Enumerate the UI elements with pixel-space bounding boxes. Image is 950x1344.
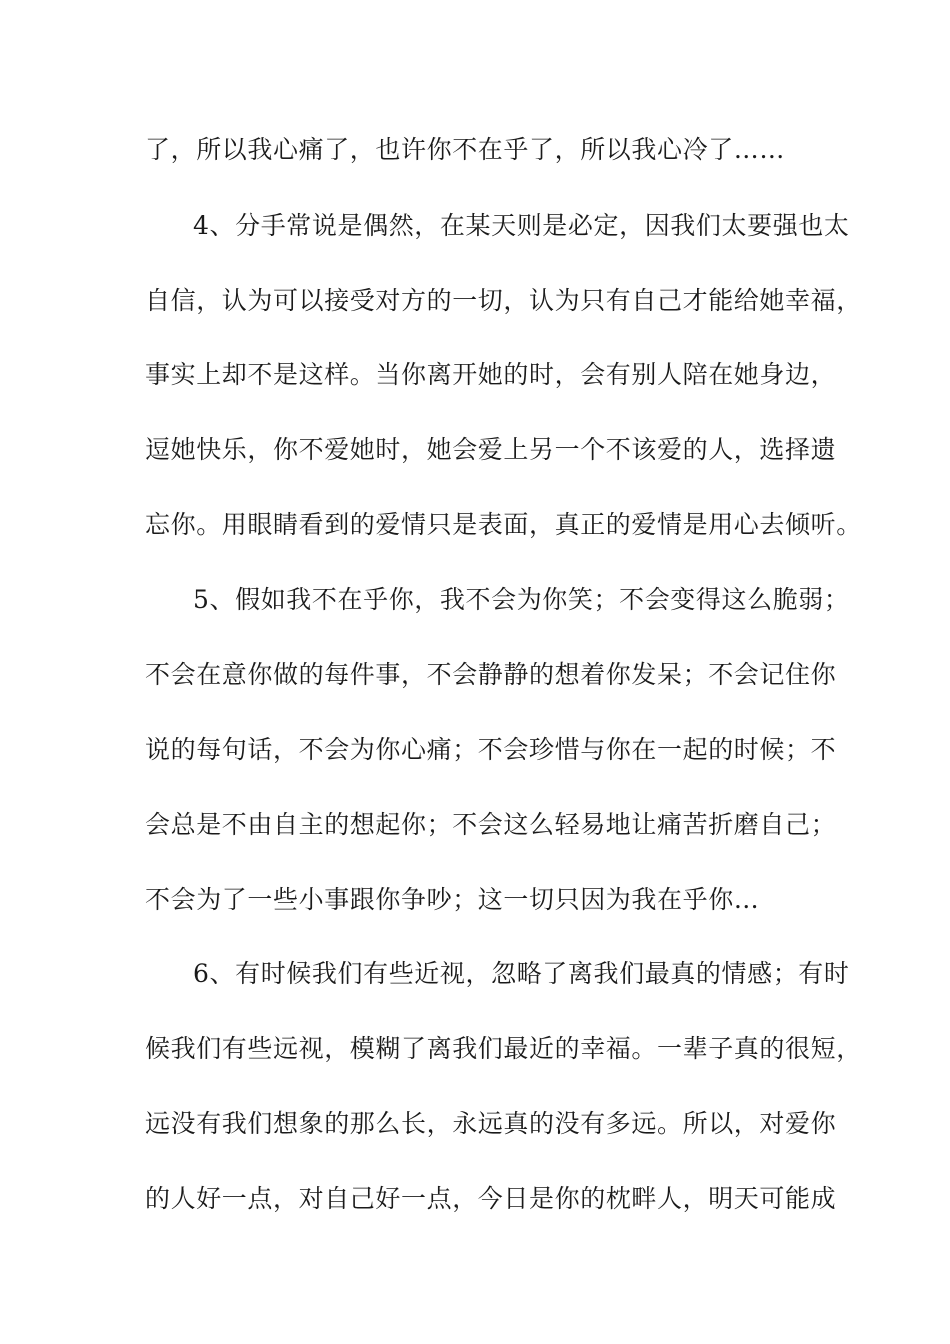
text-line-content: 不会在意你做的每件事，不会静静的想着你发呆；不会记住你 (145, 660, 837, 689)
text-line-content: 6、有时候我们有些近视，忽略了离我们最真的情感；有时 (193, 959, 850, 988)
text-line-content: 候我们有些远视，模糊了离我们最近的幸福。一辈子真的很短， (145, 1034, 862, 1063)
text-line-content: 忘你。用眼睛看到的爱情只是表面，真正的爱情是用心去倾听。 (145, 510, 862, 539)
text-line-content: 远没有我们想象的那么长，永远真的没有多远。所以，对爱你 (145, 1109, 837, 1138)
text-line-content: 5、假如我不在乎你，我不会为你笑；不会变得这么脆弱； (193, 585, 850, 614)
text-line-content: 的人好一点，对自己好一点，今日是你的枕畔人，明天可能成 (145, 1184, 837, 1213)
text-line-content: 自信，认为可以接受对方的一切，认为只有自己才能给她幸福， (145, 286, 862, 315)
text-line-content: 会总是不由自主的想起你；不会这么轻易地让痛苦折磨自己； (145, 810, 837, 839)
text-line-content: 4、分手常说是偶然，在某天则是必定，因我们太要强也太 (193, 211, 850, 240)
text-line-content: 事实上却不是这样。当你离开她的时，会有别人陪在她身边， (145, 360, 837, 389)
text-line-content: 不会为了一些小事跟你争吵；这一切只因为我在乎你… (145, 885, 760, 914)
text-line-content: 了，所以我心痛了，也许你不在乎了，所以我心冷了…… (145, 135, 786, 164)
text-line-content: 说的每句话，不会为你心痛；不会珍惜与你在一起的时候；不 (145, 735, 837, 764)
text-line-content: 逗她快乐，你不爱她时，她会爱上另一个不该爱的人，选择遗 (145, 435, 837, 464)
